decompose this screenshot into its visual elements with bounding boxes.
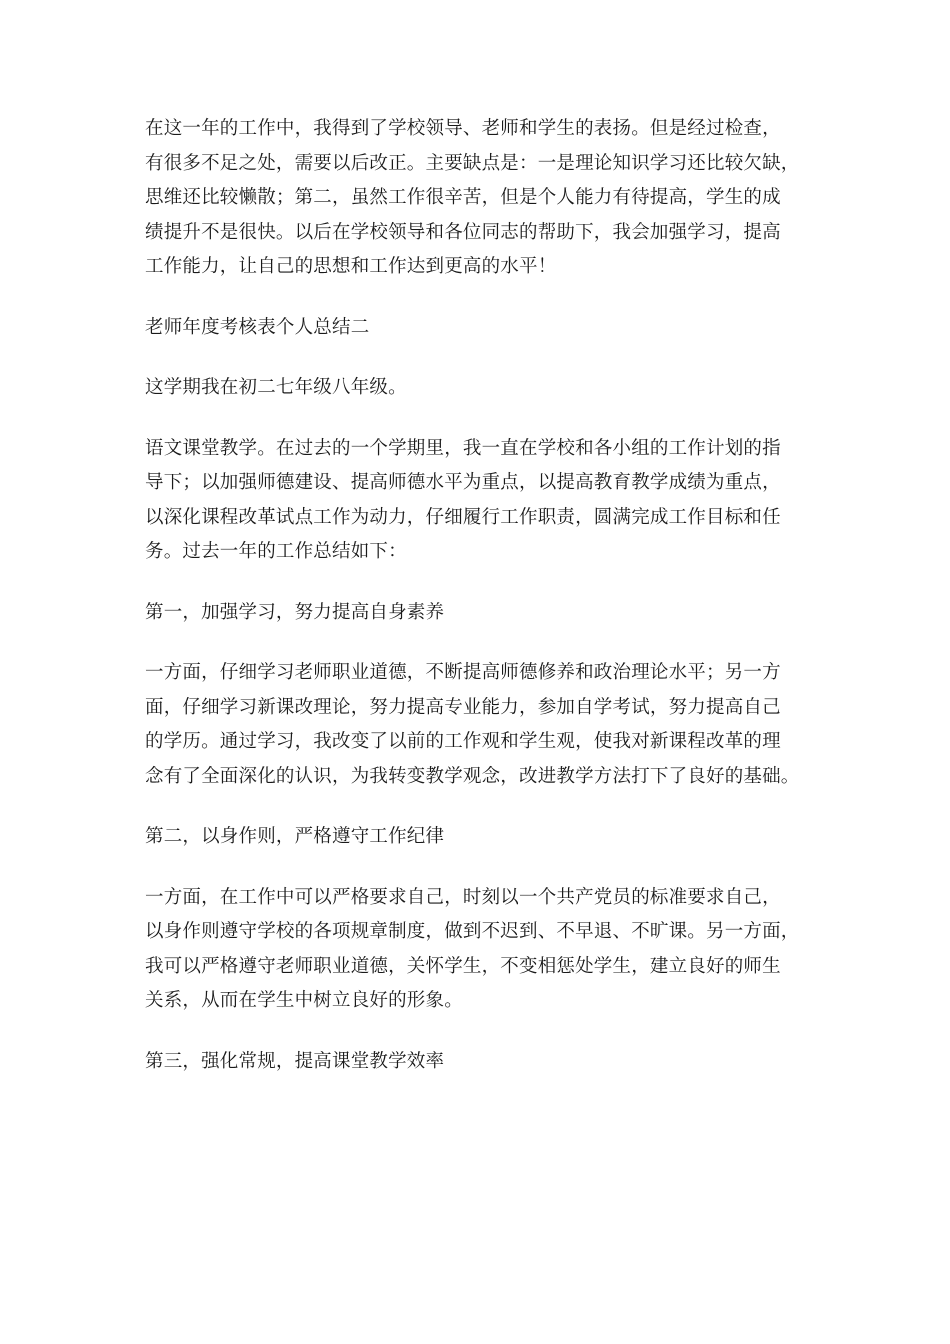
text-line: 务。过去一年的工作总结如下： bbox=[145, 541, 407, 562]
text-line: 思维还比较懒散；第二，虽然工作很辛苦，但是个人能力有待提高，学生的成 bbox=[145, 187, 781, 208]
text-line: 语文课堂教学。在过去的一个学期里，我一直在学校和各小组的工作计划的指 bbox=[145, 437, 781, 459]
text-line: 面，仔细学习新课改理论，努力提高专业能力，参加自学考试，努力提高自己 bbox=[145, 696, 781, 718]
text-line: 我可以严格遵守老师职业道德，关怀学生，不变相惩处学生，建立良好的师生 bbox=[145, 955, 781, 977]
paragraph-intro bbox=[145, 371, 810, 406]
paragraph-teaching-overview bbox=[145, 432, 810, 570]
document-body bbox=[145, 112, 810, 1105]
text-line: 老师年度考核表个人总结二 bbox=[145, 316, 370, 338]
text-line: 以深化课程改革试点工作为动力，仔细履行工作职责，圆满完成工作目标和任 bbox=[145, 506, 781, 528]
text-line: 念有了全面深化的认识，为我转变教学观念，改进教学方法打下了良好的基础。 bbox=[145, 765, 800, 787]
subheading-first bbox=[145, 596, 810, 631]
text-line: 关系，从而在学生中树立良好的形象。 bbox=[145, 990, 463, 1011]
paragraph-self-assessment bbox=[145, 112, 810, 285]
text-line: 导下；以加强师德建设、提高师德水平为重点，以提高教育教学成绩为重点， bbox=[145, 472, 781, 493]
text-line: 第二，以身作则，严格遵守工作纪律 bbox=[145, 826, 445, 847]
text-line: 第三，强化常规，提高课堂教学效率 bbox=[145, 1050, 445, 1072]
text-line: 一方面，仔细学习老师职业道德，不断提高师德修养和政治理论水平；另一方 bbox=[145, 662, 781, 683]
text-line: 一方面，在工作中可以严格要求自己，时刻以一个共产党员的标准要求自己， bbox=[145, 886, 781, 908]
text-line: 有很多不足之处，需要以后改正。主要缺点是：一是理论知识学习还比较欠缺， bbox=[145, 152, 800, 174]
section-heading bbox=[145, 311, 810, 346]
text-line: 工作能力，让自己的思想和工作达到更高的水平！ bbox=[145, 256, 557, 277]
text-line: 的学历。通过学习，我改变了以前的工作观和学生观，使我对新课程改革的理 bbox=[145, 731, 781, 752]
text-line: 以身作则遵守学校的各项规章制度，做到不迟到、不早退、不旷课。另一方面， bbox=[145, 921, 800, 942]
paragraph-study bbox=[145, 656, 810, 794]
text-line: 绩提升不是很快。以后在学校领导和各位同志的帮助下，我会加强学习，提高 bbox=[145, 221, 781, 243]
subheading-third bbox=[145, 1045, 810, 1080]
text-line: 这学期我在初二七年级八年级。 bbox=[145, 377, 407, 398]
subheading-second bbox=[145, 820, 810, 855]
paragraph-discipline bbox=[145, 881, 810, 1019]
text-line: 在这一年的工作中，我得到了学校领导、老师和学生的表扬。但是经过检查， bbox=[145, 118, 781, 139]
text-line: 第一，加强学习，努力提高自身素养 bbox=[145, 601, 445, 623]
